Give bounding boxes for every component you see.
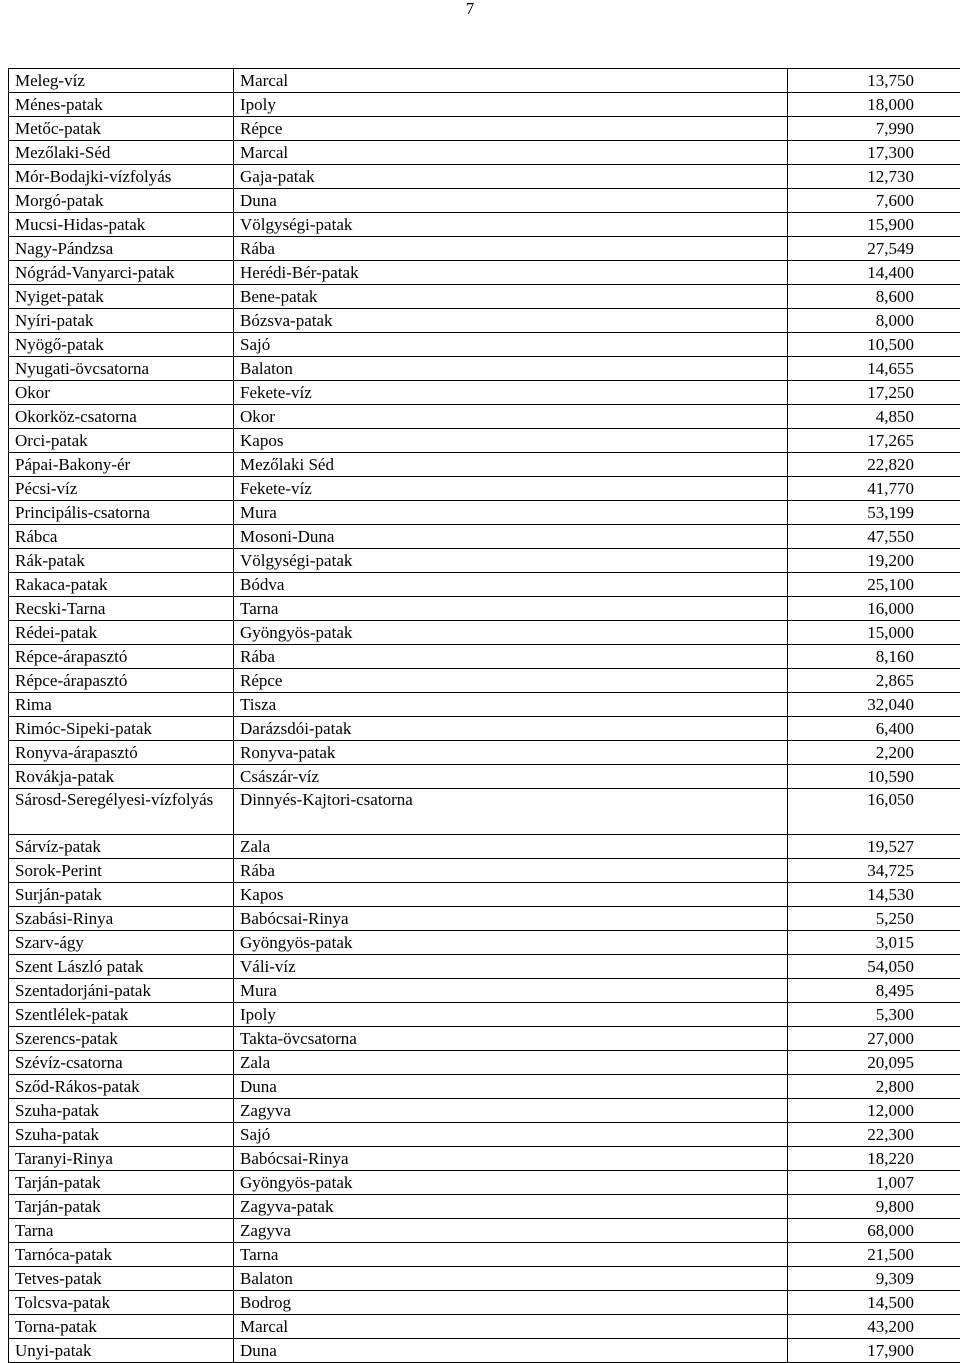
table-row xyxy=(9,1339,960,1363)
recipient-water: Sajó xyxy=(234,1123,788,1147)
watercourse-name: Nyugati-övcsatorna xyxy=(9,357,234,381)
recipient-water: Császár-víz xyxy=(234,765,788,789)
table-row xyxy=(9,141,960,165)
length-value: 7,990 xyxy=(788,117,960,141)
table-row xyxy=(9,859,960,883)
watercourse-name: Szarv-ágy xyxy=(9,931,234,955)
length-value: 3,015 xyxy=(788,931,960,955)
watercourse-name: Ménes-patak xyxy=(9,93,234,117)
table-row xyxy=(9,357,960,381)
table-row xyxy=(9,549,960,573)
length-value: 2,865 xyxy=(788,669,960,693)
table-row xyxy=(9,1219,960,1243)
recipient-water: Babócsai-Rinya xyxy=(234,1147,788,1171)
recipient-water: Völgységi-patak xyxy=(234,549,788,573)
recipient-water: Rába xyxy=(234,859,788,883)
length-value: 53,199 xyxy=(788,501,960,525)
watercourse-name: Tolcsva-patak xyxy=(9,1291,234,1315)
watercourse-name: Nagy-Pándzsa xyxy=(9,237,234,261)
recipient-water: Duna xyxy=(234,189,788,213)
length-value: 13,750 xyxy=(788,69,960,93)
length-value: 20,095 xyxy=(788,1051,960,1075)
recipient-water: Dinnyés-Kajtori-csatorna xyxy=(234,789,788,835)
table-row xyxy=(9,1003,960,1027)
recipient-water: Répce xyxy=(234,669,788,693)
watercourse-name: Mucsi-Hidas-patak xyxy=(9,213,234,237)
length-value: 8,160 xyxy=(788,645,960,669)
watercourse-name: Okorköz-csatorna xyxy=(9,405,234,429)
watercourse-name: Sorok-Perint xyxy=(9,859,234,883)
recipient-water: Gaja-patak xyxy=(234,165,788,189)
length-value: 12,000 xyxy=(788,1099,960,1123)
length-value: 17,300 xyxy=(788,141,960,165)
length-value: 10,590 xyxy=(788,765,960,789)
recipient-water: Rába xyxy=(234,237,788,261)
recipient-water: Bózsva-patak xyxy=(234,309,788,333)
table-row xyxy=(9,693,960,717)
recipient-water: Zala xyxy=(234,835,788,859)
table-row xyxy=(9,165,960,189)
recipient-water: Fekete-víz xyxy=(234,381,788,405)
length-value: 47,550 xyxy=(788,525,960,549)
watercourse-name: Szévíz-csatorna xyxy=(9,1051,234,1075)
table-body xyxy=(9,69,960,1363)
table-row xyxy=(9,453,960,477)
watercourse-name: Orci-patak xyxy=(9,429,234,453)
length-value: 10,500 xyxy=(788,333,960,357)
recipient-water: Tisza xyxy=(234,693,788,717)
length-value: 68,000 xyxy=(788,1219,960,1243)
recipient-water: Marcal xyxy=(234,1315,788,1339)
table-row xyxy=(9,645,960,669)
length-value: 19,527 xyxy=(788,835,960,859)
length-value: 2,800 xyxy=(788,1075,960,1099)
watercourse-name: Surján-patak xyxy=(9,883,234,907)
recipient-water: Balaton xyxy=(234,357,788,381)
watercourse-name: Metőc-patak xyxy=(9,117,234,141)
page-number: 7 xyxy=(460,0,480,18)
watercourse-name: Principális-csatorna xyxy=(9,501,234,525)
table-row xyxy=(9,69,960,93)
table-row xyxy=(9,669,960,693)
table-row xyxy=(9,835,960,859)
table-row xyxy=(9,1315,960,1339)
length-value: 18,220 xyxy=(788,1147,960,1171)
length-value: 15,900 xyxy=(788,213,960,237)
watercourse-name: Rák-patak xyxy=(9,549,234,573)
watercourse-name: Szabási-Rinya xyxy=(9,907,234,931)
watercourse-name: Szuha-patak xyxy=(9,1099,234,1123)
length-value: 5,300 xyxy=(788,1003,960,1027)
recipient-water: Balaton xyxy=(234,1267,788,1291)
watercourse-name: Sződ-Rákos-patak xyxy=(9,1075,234,1099)
recipient-water: Gyöngyös-patak xyxy=(234,1171,788,1195)
length-value: 32,040 xyxy=(788,693,960,717)
length-value: 8,495 xyxy=(788,979,960,1003)
watercourse-name: Unyi-patak xyxy=(9,1339,234,1363)
recipient-water: Zagyva xyxy=(234,1219,788,1243)
recipient-water: Fekete-víz xyxy=(234,477,788,501)
length-value: 17,900 xyxy=(788,1339,960,1363)
length-value: 17,250 xyxy=(788,381,960,405)
watercourse-name: Nyögő-patak xyxy=(9,333,234,357)
recipient-water: Herédi-Bér-patak xyxy=(234,261,788,285)
length-value: 9,800 xyxy=(788,1195,960,1219)
recipient-water: Bódva xyxy=(234,573,788,597)
length-value: 25,100 xyxy=(788,573,960,597)
recipient-water: Ipoly xyxy=(234,1003,788,1027)
watercourse-name: Tarján-patak xyxy=(9,1171,234,1195)
watercourse-name: Rimóc-Sipeki-patak xyxy=(9,717,234,741)
table-row xyxy=(9,979,960,1003)
table-row xyxy=(9,1243,960,1267)
table-row xyxy=(9,189,960,213)
length-value: 16,000 xyxy=(788,597,960,621)
table-row xyxy=(9,1027,960,1051)
table-row xyxy=(9,237,960,261)
watercourse-name: Szentadorjáni-patak xyxy=(9,979,234,1003)
recipient-water: Takta-övcsatorna xyxy=(234,1027,788,1051)
recipient-water: Babócsai-Rinya xyxy=(234,907,788,931)
length-value: 43,200 xyxy=(788,1315,960,1339)
watercourse-name: Taranyi-Rinya xyxy=(9,1147,234,1171)
table-row xyxy=(9,1147,960,1171)
table-row xyxy=(9,717,960,741)
length-value: 5,250 xyxy=(788,907,960,931)
watercourse-name: Pécsi-víz xyxy=(9,477,234,501)
length-value: 4,850 xyxy=(788,405,960,429)
recipient-water: Zagyva-patak xyxy=(234,1195,788,1219)
watercourse-name: Szentlélek-patak xyxy=(9,1003,234,1027)
recipient-water: Marcal xyxy=(234,141,788,165)
watercourse-name: Mór-Bodajki-vízfolyás xyxy=(9,165,234,189)
table-row xyxy=(9,1051,960,1075)
table-row xyxy=(9,1075,960,1099)
watercourse-name: Pápai-Bakony-ér xyxy=(9,453,234,477)
recipient-water: Gyöngyös-patak xyxy=(234,931,788,955)
table-row xyxy=(9,213,960,237)
watercourse-name: Szuha-patak xyxy=(9,1123,234,1147)
recipient-water: Marcal xyxy=(234,69,788,93)
recipient-water: Bene-patak xyxy=(234,285,788,309)
watercourse-name: Sárvíz-patak xyxy=(9,835,234,859)
watercourse-name: Recski-Tarna xyxy=(9,597,234,621)
length-value: 18,000 xyxy=(788,93,960,117)
table-row xyxy=(9,1195,960,1219)
table-row xyxy=(9,93,960,117)
length-value: 7,600 xyxy=(788,189,960,213)
watercourse-name: Meleg-víz xyxy=(9,69,234,93)
table-row xyxy=(9,1267,960,1291)
watercourse-name: Rábca xyxy=(9,525,234,549)
recipient-water: Zala xyxy=(234,1051,788,1075)
recipient-water: Ipoly xyxy=(234,93,788,117)
table-row xyxy=(9,525,960,549)
watercourse-name: Rédei-patak xyxy=(9,621,234,645)
length-value: 22,300 xyxy=(788,1123,960,1147)
table-row xyxy=(9,333,960,357)
length-value: 14,500 xyxy=(788,1291,960,1315)
table-row xyxy=(9,501,960,525)
length-value: 21,500 xyxy=(788,1243,960,1267)
table-row xyxy=(9,907,960,931)
recipient-water: Zagyva xyxy=(234,1099,788,1123)
watercourse-name: Rima xyxy=(9,693,234,717)
recipient-water: Gyöngyös-patak xyxy=(234,621,788,645)
table-row xyxy=(9,1171,960,1195)
recipient-water: Duna xyxy=(234,1075,788,1099)
length-value: 15,000 xyxy=(788,621,960,645)
table-row xyxy=(9,405,960,429)
length-value: 17,265 xyxy=(788,429,960,453)
table-row xyxy=(9,261,960,285)
recipient-water: Duna xyxy=(234,1339,788,1363)
recipient-water: Rába xyxy=(234,645,788,669)
watercourse-name: Mezőlaki-Séd xyxy=(9,141,234,165)
watercourse-name: Ronyva-árapasztó xyxy=(9,741,234,765)
table-row xyxy=(9,309,960,333)
table-row xyxy=(9,429,960,453)
recipient-water: Völgységi-patak xyxy=(234,213,788,237)
recipient-water: Bodrog xyxy=(234,1291,788,1315)
table-row xyxy=(9,765,960,789)
watercourse-name: Rovákja-patak xyxy=(9,765,234,789)
watercourse-name: Nyíri-patak xyxy=(9,309,234,333)
watercourse-name: Okor xyxy=(9,381,234,405)
length-value: 22,820 xyxy=(788,453,960,477)
table-row xyxy=(9,285,960,309)
table-row xyxy=(9,931,960,955)
recipient-water: Mosoni-Duna xyxy=(234,525,788,549)
recipient-water: Okor xyxy=(234,405,788,429)
watercourse-name: Tetves-patak xyxy=(9,1267,234,1291)
table-row xyxy=(9,573,960,597)
recipient-water: Mura xyxy=(234,501,788,525)
watercourse-name: Nógrád-Vanyarci-patak xyxy=(9,261,234,285)
length-value: 16,050 xyxy=(788,789,960,835)
length-value: 14,530 xyxy=(788,883,960,907)
table-row xyxy=(9,1123,960,1147)
length-value: 41,770 xyxy=(788,477,960,501)
watercourse-name: Rakaca-patak xyxy=(9,573,234,597)
length-value: 2,200 xyxy=(788,741,960,765)
table-row xyxy=(9,883,960,907)
table-row xyxy=(9,1291,960,1315)
watercourse-name: Nyiget-patak xyxy=(9,285,234,309)
watercourse-name: Tarnóca-patak xyxy=(9,1243,234,1267)
watercourse-name: Morgó-patak xyxy=(9,189,234,213)
recipient-water: Mura xyxy=(234,979,788,1003)
length-value: 14,400 xyxy=(788,261,960,285)
watercourse-name: Szent László patak xyxy=(9,955,234,979)
table-row xyxy=(9,381,960,405)
length-value: 14,655 xyxy=(788,357,960,381)
length-value: 27,549 xyxy=(788,237,960,261)
length-value: 12,730 xyxy=(788,165,960,189)
recipient-water: Kapos xyxy=(234,429,788,453)
table-row xyxy=(9,741,960,765)
length-value: 19,200 xyxy=(788,549,960,573)
length-value: 27,000 xyxy=(788,1027,960,1051)
watercourse-name: Szerencs-patak xyxy=(9,1027,234,1051)
recipient-water: Váli-víz xyxy=(234,955,788,979)
length-value: 8,000 xyxy=(788,309,960,333)
recipient-water: Tarna xyxy=(234,1243,788,1267)
watercourse-name: Tarna xyxy=(9,1219,234,1243)
table-row xyxy=(9,1099,960,1123)
recipient-water: Répce xyxy=(234,117,788,141)
recipient-water: Tarna xyxy=(234,597,788,621)
table-row xyxy=(9,955,960,979)
watercourse-name: Tarján-patak xyxy=(9,1195,234,1219)
watercourse-name: Torna-patak xyxy=(9,1315,234,1339)
recipient-water: Mezőlaki Séd xyxy=(234,453,788,477)
recipient-water: Sajó xyxy=(234,333,788,357)
table-row xyxy=(9,477,960,501)
table-row xyxy=(9,789,960,835)
length-value: 34,725 xyxy=(788,859,960,883)
table-row xyxy=(9,621,960,645)
length-value: 9,309 xyxy=(788,1267,960,1291)
length-value: 6,400 xyxy=(788,717,960,741)
watercourse-name: Sárosd-Seregélyesi-vízfolyás xyxy=(9,789,234,835)
recipient-water: Ronyva-patak xyxy=(234,741,788,765)
table-row xyxy=(9,117,960,141)
length-value: 1,007 xyxy=(788,1171,960,1195)
length-value: 54,050 xyxy=(788,955,960,979)
recipient-water: Darázsdói-patak xyxy=(234,717,788,741)
watercourse-name: Répce-árapasztó xyxy=(9,645,234,669)
watercourse-name: Répce-árapasztó xyxy=(9,669,234,693)
recipient-water: Kapos xyxy=(234,883,788,907)
length-value: 8,600 xyxy=(788,285,960,309)
table-row xyxy=(9,597,960,621)
watercourse-table xyxy=(8,68,960,1363)
